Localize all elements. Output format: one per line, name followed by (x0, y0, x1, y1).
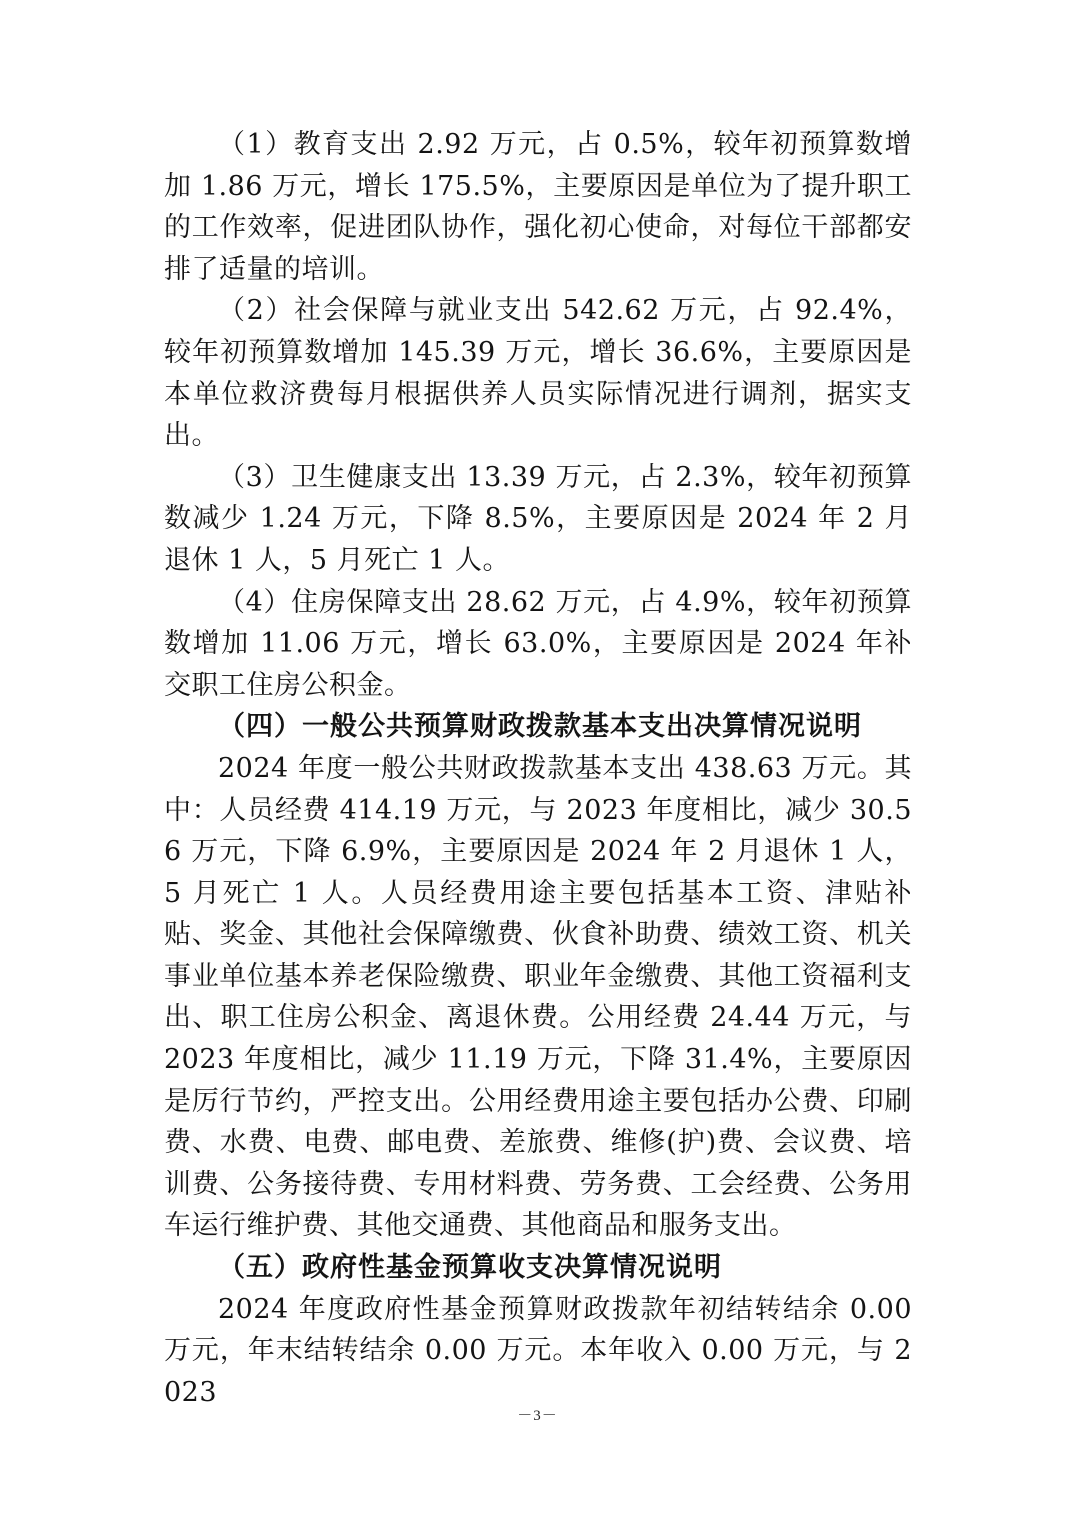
section-heading-basic-expenditure: （四）一般公共预算财政拨款基本支出决算情况说明 (218, 711, 862, 743)
paragraph-basic-expenditure: 2024 年度一般公共财政拨款基本支出 438.63 万元。其中：人员经费 414.19 万元，与 2023 年度相比，减少 30.56 万元，下降 6.9%，主要原因是 2024 年 2 月退休 1 人，5 月死亡 1 人。人员经费用途主要包括基本工资、津贴补贴、奖金、其他社会保障缴费、伙食补助费、绩效工资、机关事业单位基本养老保险缴费、职业年金缴费、其他工资福利支出、职工住房公积金、离退休费。公用经费 24.44 万元，与 2023 年度相比，减少 11.19 万元，下降 31.4%，主要原因是厉行节约，严控支出。公用经费用途主要包括办公费、印刷费、水费、电费、邮电费、差旅费、维修(护)费、会议费、培训费、公务接待费、专用材料费、劳务费、工会经费、公务用车运行维护费、其他交通费、其他商品和服务支出。 (164, 752, 912, 1242)
paragraph-education-expenditure: （1）教育支出 2.92 万元，占 0.5%，较年初预算数增加 1.86 万元，增长 175.5%，主要原因是单位为了提升职工的工作效率，促进团队协作，强化初心使命，对每位干部都安排了适量的培训。 (164, 129, 912, 285)
paragraph-health-expenditure: （3）卫生健康支出 13.39 万元，占 2.3%，较年初预算数减少 1.24 万元，下降 8.5%，主要原因是 2024 年 2 月退休 1 人，5 月死亡 1 人。 (164, 461, 912, 576)
document-page (164, 124, 912, 1413)
paragraph-social-security-expenditure: （2）社会保障与就业支出 542.62 万元，占 92.4%，较年初预算数增加 145.39 万元，增长 36.6%，主要原因是本单位救济费每月根据供养人员实际情况进行调剂，据实支出。 (164, 295, 912, 452)
paragraph-housing-expenditure: （4）住房保障支出 28.62 万元，占 4.9%，较年初预算数增加 11.06 万元，增长 63.0%，主要原因是 2024 年补交职工住房公积金。 (164, 586, 912, 701)
page-number: －3－ (517, 1408, 558, 1424)
paragraph-government-fund: 2024 年度政府性基金预算财政拨款年初结转结余 0.00 万元，年末结转结余 0.00 万元。本年收入 0.00 万元，与 2023 (164, 1293, 912, 1408)
section-heading-government-fund: （五）政府性基金预算收支决算情况说明 (218, 1252, 722, 1284)
